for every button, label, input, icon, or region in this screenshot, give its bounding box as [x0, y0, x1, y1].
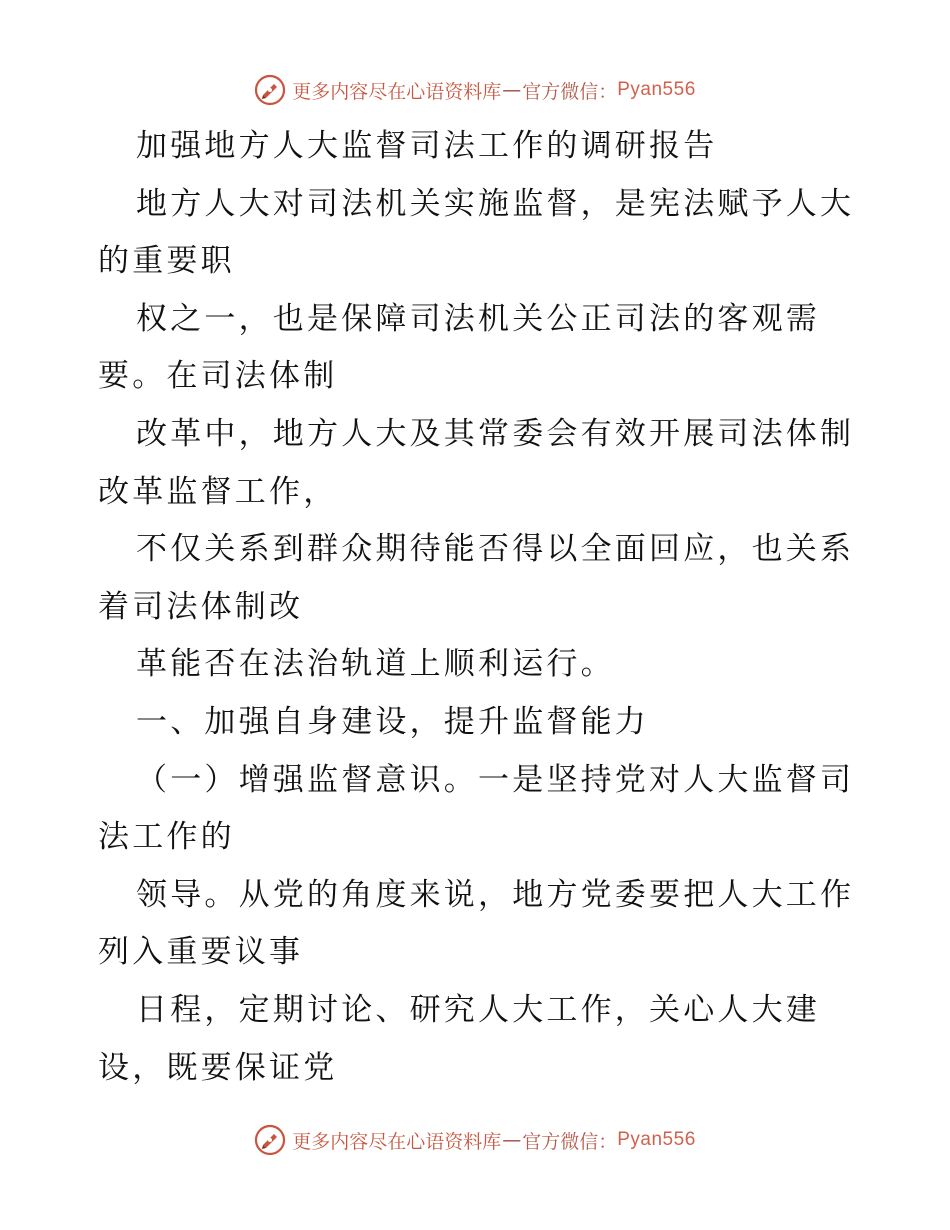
banner-wechat-id: Pyan556 [617, 79, 696, 100]
banner-text: 更多内容尽在心语资料库 [292, 80, 502, 103]
text-line: 日程，定期讨论、研究人大工作，关心人大建 [136, 991, 820, 1028]
banner-wechat-id: Pyan556 [617, 1129, 696, 1150]
text-line: 着司法体制改 [98, 588, 304, 625]
footer-banner [0, 1120, 950, 1160]
book-pen-logo-icon [254, 1124, 286, 1156]
header-banner [0, 70, 950, 110]
text-line: 设，既要保证党 [98, 1049, 338, 1086]
text-line: 要。在司法体制 [98, 358, 338, 395]
text-line: 领导。从党的角度来说，地方党委要把人大工作 [136, 876, 855, 913]
banner-text: 更多内容尽在心语资料库 [292, 1130, 502, 1153]
text-line: 地方人大对司法机关实施监督，是宪法赋予人大 [136, 185, 855, 222]
text-line: 改革监督工作， [98, 473, 338, 510]
text-line: 法工作的 [98, 819, 235, 856]
book-pen-logo-icon [254, 74, 286, 106]
text-line: 改革中，地方人大及其常委会有效开展司法体制 [136, 415, 855, 452]
text-line: 权之一，也是保障司法机关公正司法的客观需 [136, 300, 820, 337]
text-line: 的重要职 [98, 243, 235, 280]
banner-separator: — [502, 79, 522, 101]
text-line: 一、加强自身建设，提升监督能力 [136, 703, 649, 740]
text-line: 加强地方人大监督司法工作的调研报告 [136, 128, 718, 164]
text-line: 不仅关系到群众期待能否得以全面回应，也关系 [136, 531, 855, 568]
text-line: （一）增强监督意识。一是坚持党对人大监督司 [136, 761, 855, 798]
banner-separator: — [502, 1129, 522, 1151]
document-body [98, 118, 858, 1097]
banner-wechat-label: 官方微信： [522, 80, 618, 103]
text-line: 列入重要议事 [98, 934, 304, 971]
banner-wechat-label: 官方微信： [522, 1130, 618, 1153]
text-line: 革能否在法治轨道上顺利运行。 [136, 646, 615, 683]
